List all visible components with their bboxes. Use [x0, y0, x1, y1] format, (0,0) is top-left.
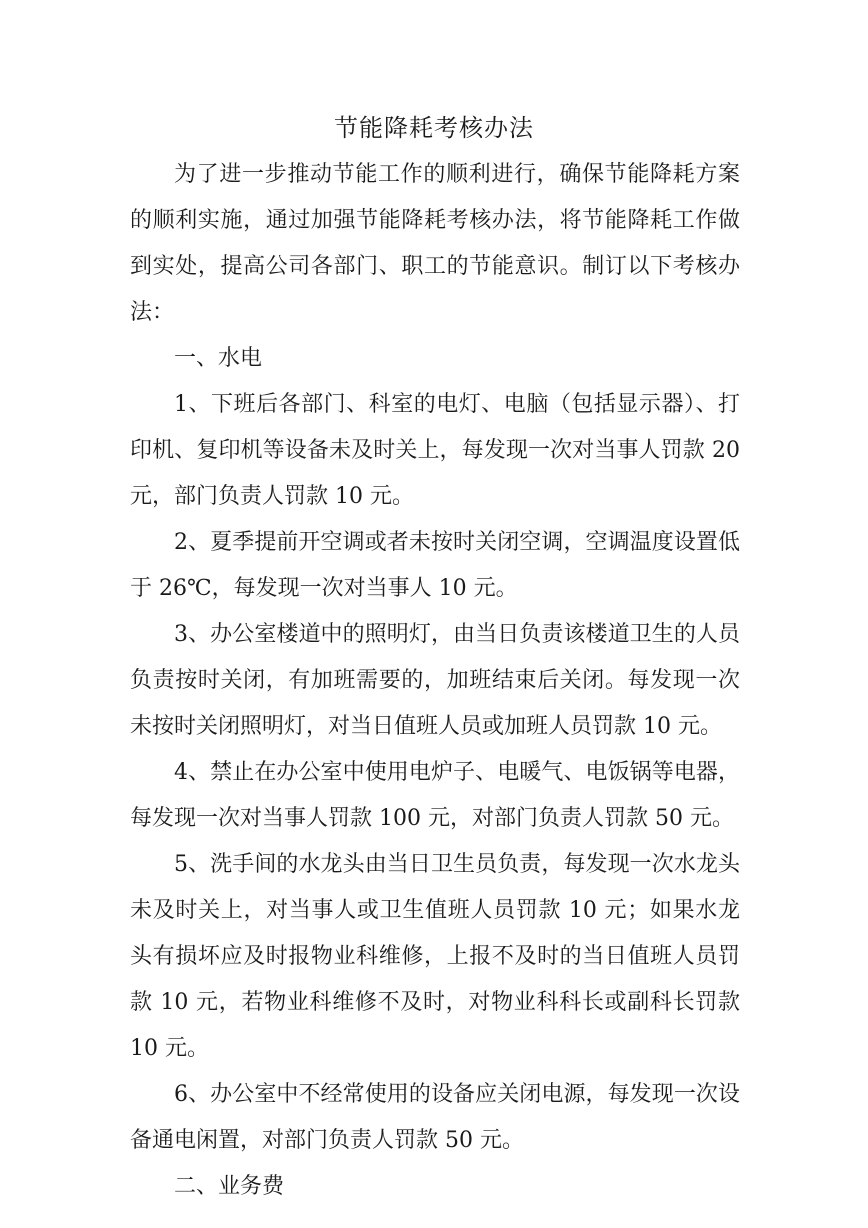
rule-item-2: 2、夏季提前开空调或者未按时关闭空调，空调温度设置低于 26℃，每发现一次对当事人 10 元。 [130, 530, 740, 601]
section-heading-business-expenses: 二、业务费 [174, 1174, 285, 1199]
intro-paragraph: 为了进一步推动节能工作的顺利进行，确保节能降耗方案的顺利实施，通过加强节能降耗考核办法，将节能降耗工作做到实处，提高公司各部门、职工的节能意识。制订以下考核办法： [130, 162, 740, 325]
rule-item-4: 4、禁止在办公室中使用电炉子、电暖气、电饭锅等电器，每发现一次对当事人罚款 100 元，对部门负责人罚款 50 元。 [130, 760, 740, 831]
rule-item-1: 1、下班后各部门、科室的电灯、电脑（包括显示器）、打印机、复印机等设备未及时关上，每发现一次对当事人罚款 20 元，部门负责人罚款 10 元。 [130, 392, 740, 509]
document-body [130, 152, 740, 1210]
section-heading-water-electricity: 一、水电 [174, 346, 263, 371]
rule-item-3: 3、办公室楼道中的照明灯，由当日负责该楼道卫生的人员负责按时关闭，有加班需要的，加班结束后关闭。每发现一次未按时关闭照明灯，对当日值班人员或加班人员罚款 10 元。 [130, 622, 740, 739]
rule-item-5: 5、洗手间的水龙头由当日卫生员负责，每发现一次水龙头未及时关上，对当事人或卫生值班人员罚款 10 元；如果水龙头有损坏应及时报物业科维修，上报不及时的当日值班人员罚款 10 元，若物业科维修不及时，对物业科科长或副科长罚款 10 元。 [130, 852, 740, 1061]
document-title: 节能降耗考核办法 [334, 114, 534, 142]
rule-item-6: 6、办公室中不经常使用的设备应关闭电源，每发现一次设备通电闲置，对部门负责人罚款 50 元。 [130, 1082, 740, 1153]
